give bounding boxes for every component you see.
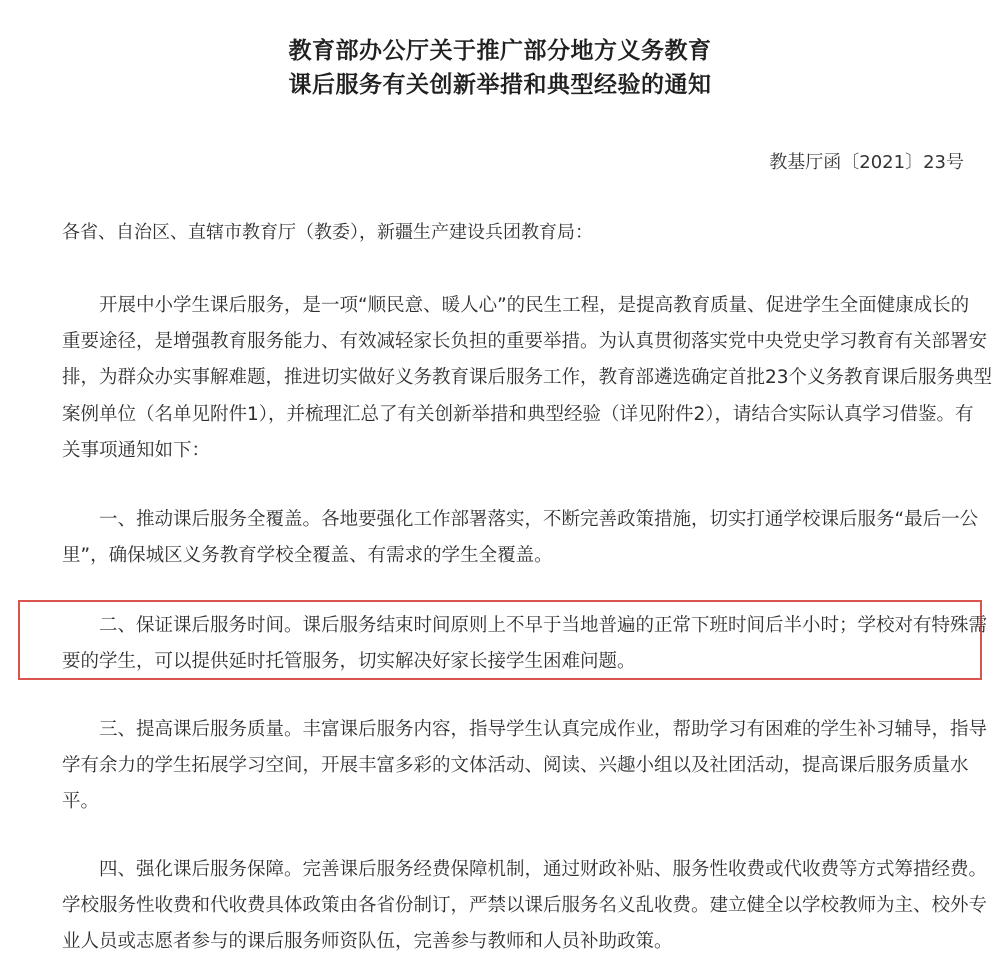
paragraph-line: 平。 [62, 791, 100, 813]
section-two-paragraph [62, 608, 988, 680]
paragraph-line: 案例单位（名单见附件1），并梳理汇总了有关创新举措和典型经验（详见附件2），请结合实际认真学习借鉴。有 [62, 403, 974, 425]
document-title-line-2: 课后服务有关创新举措和典型经验的通知 [288, 72, 712, 98]
section-one-paragraph [62, 502, 979, 574]
paragraph-line: 二、保证课后服务时间。课后服务结束时间原则上不早于当地普遍的正常下班时间后半小时；学校对有特殊需 [99, 615, 988, 636]
paragraph-line: 重要途径，是增强教育服务能力、有效减轻家长负担的重要举措。为认真贯彻落实党中央党史学习教育有关部署安 [62, 331, 988, 353]
paragraph-line: 里”，确保城区义务教育学校全覆盖、有需求的学生全覆盖。 [62, 545, 553, 567]
section-three-paragraph [62, 712, 988, 821]
paragraph-line: 三、提高课后服务质量。丰富课后服务内容，指导学生认真完成作业，帮助学习有困难的学生补习辅导，指导 [99, 719, 988, 740]
paragraph-line: 业人员或志愿者参与的课后服务师资队伍，完善参与教师和人员补助政策。 [62, 931, 673, 953]
intro-paragraph [62, 288, 993, 469]
section-four-paragraph [62, 852, 988, 961]
paragraph-line: 一、推动课后服务全覆盖。各地要强化工作部署落实，不断完善政策措施，切实打通学校课后服务“最后一公 [99, 509, 979, 530]
paragraph-line: 学校服务性收费和代收费具体政策由各省份制订，严禁以课后服务名义乱收费。建立健全以学校教师为主、校外专 [62, 895, 988, 917]
paragraph-line: 排，为群众办实事解难题，推进切实做好义务教育课后服务工作，教育部遴选确定首批23个义务教育课后服务典型 [62, 367, 993, 389]
document-title-line-1: 教育部办公厅关于推广部分地方义务教育 [288, 38, 712, 64]
paragraph-line: 四、强化课后服务保障。完善课后服务经费保障机制，通过财政补贴、服务性收费或代收费等方式筹措经费。 [99, 859, 988, 880]
paragraph-line: 关事项通知如下： [62, 439, 211, 461]
paragraph-line: 学有余力的学生拓展学习空间，开展丰富多彩的文体活动、阅读、兴趣小组以及社团活动，提高课后服务质量水 [62, 755, 969, 777]
document-number: 教基厅函〔2021〕23号 [769, 152, 964, 173]
addressee: 各省、自治区、直辖市教育厅（教委），新疆生产建设兵团教育局： [62, 222, 593, 243]
paragraph-line: 开展中小学生课后服务，是一项“顺民意、暖人心”的民生工程，是提高教育质量、促进学生全面健康成长的 [99, 295, 970, 316]
paragraph-line: 要的学生，可以提供延时托管服务，切实解决好家长接学生困难问题。 [62, 651, 636, 673]
